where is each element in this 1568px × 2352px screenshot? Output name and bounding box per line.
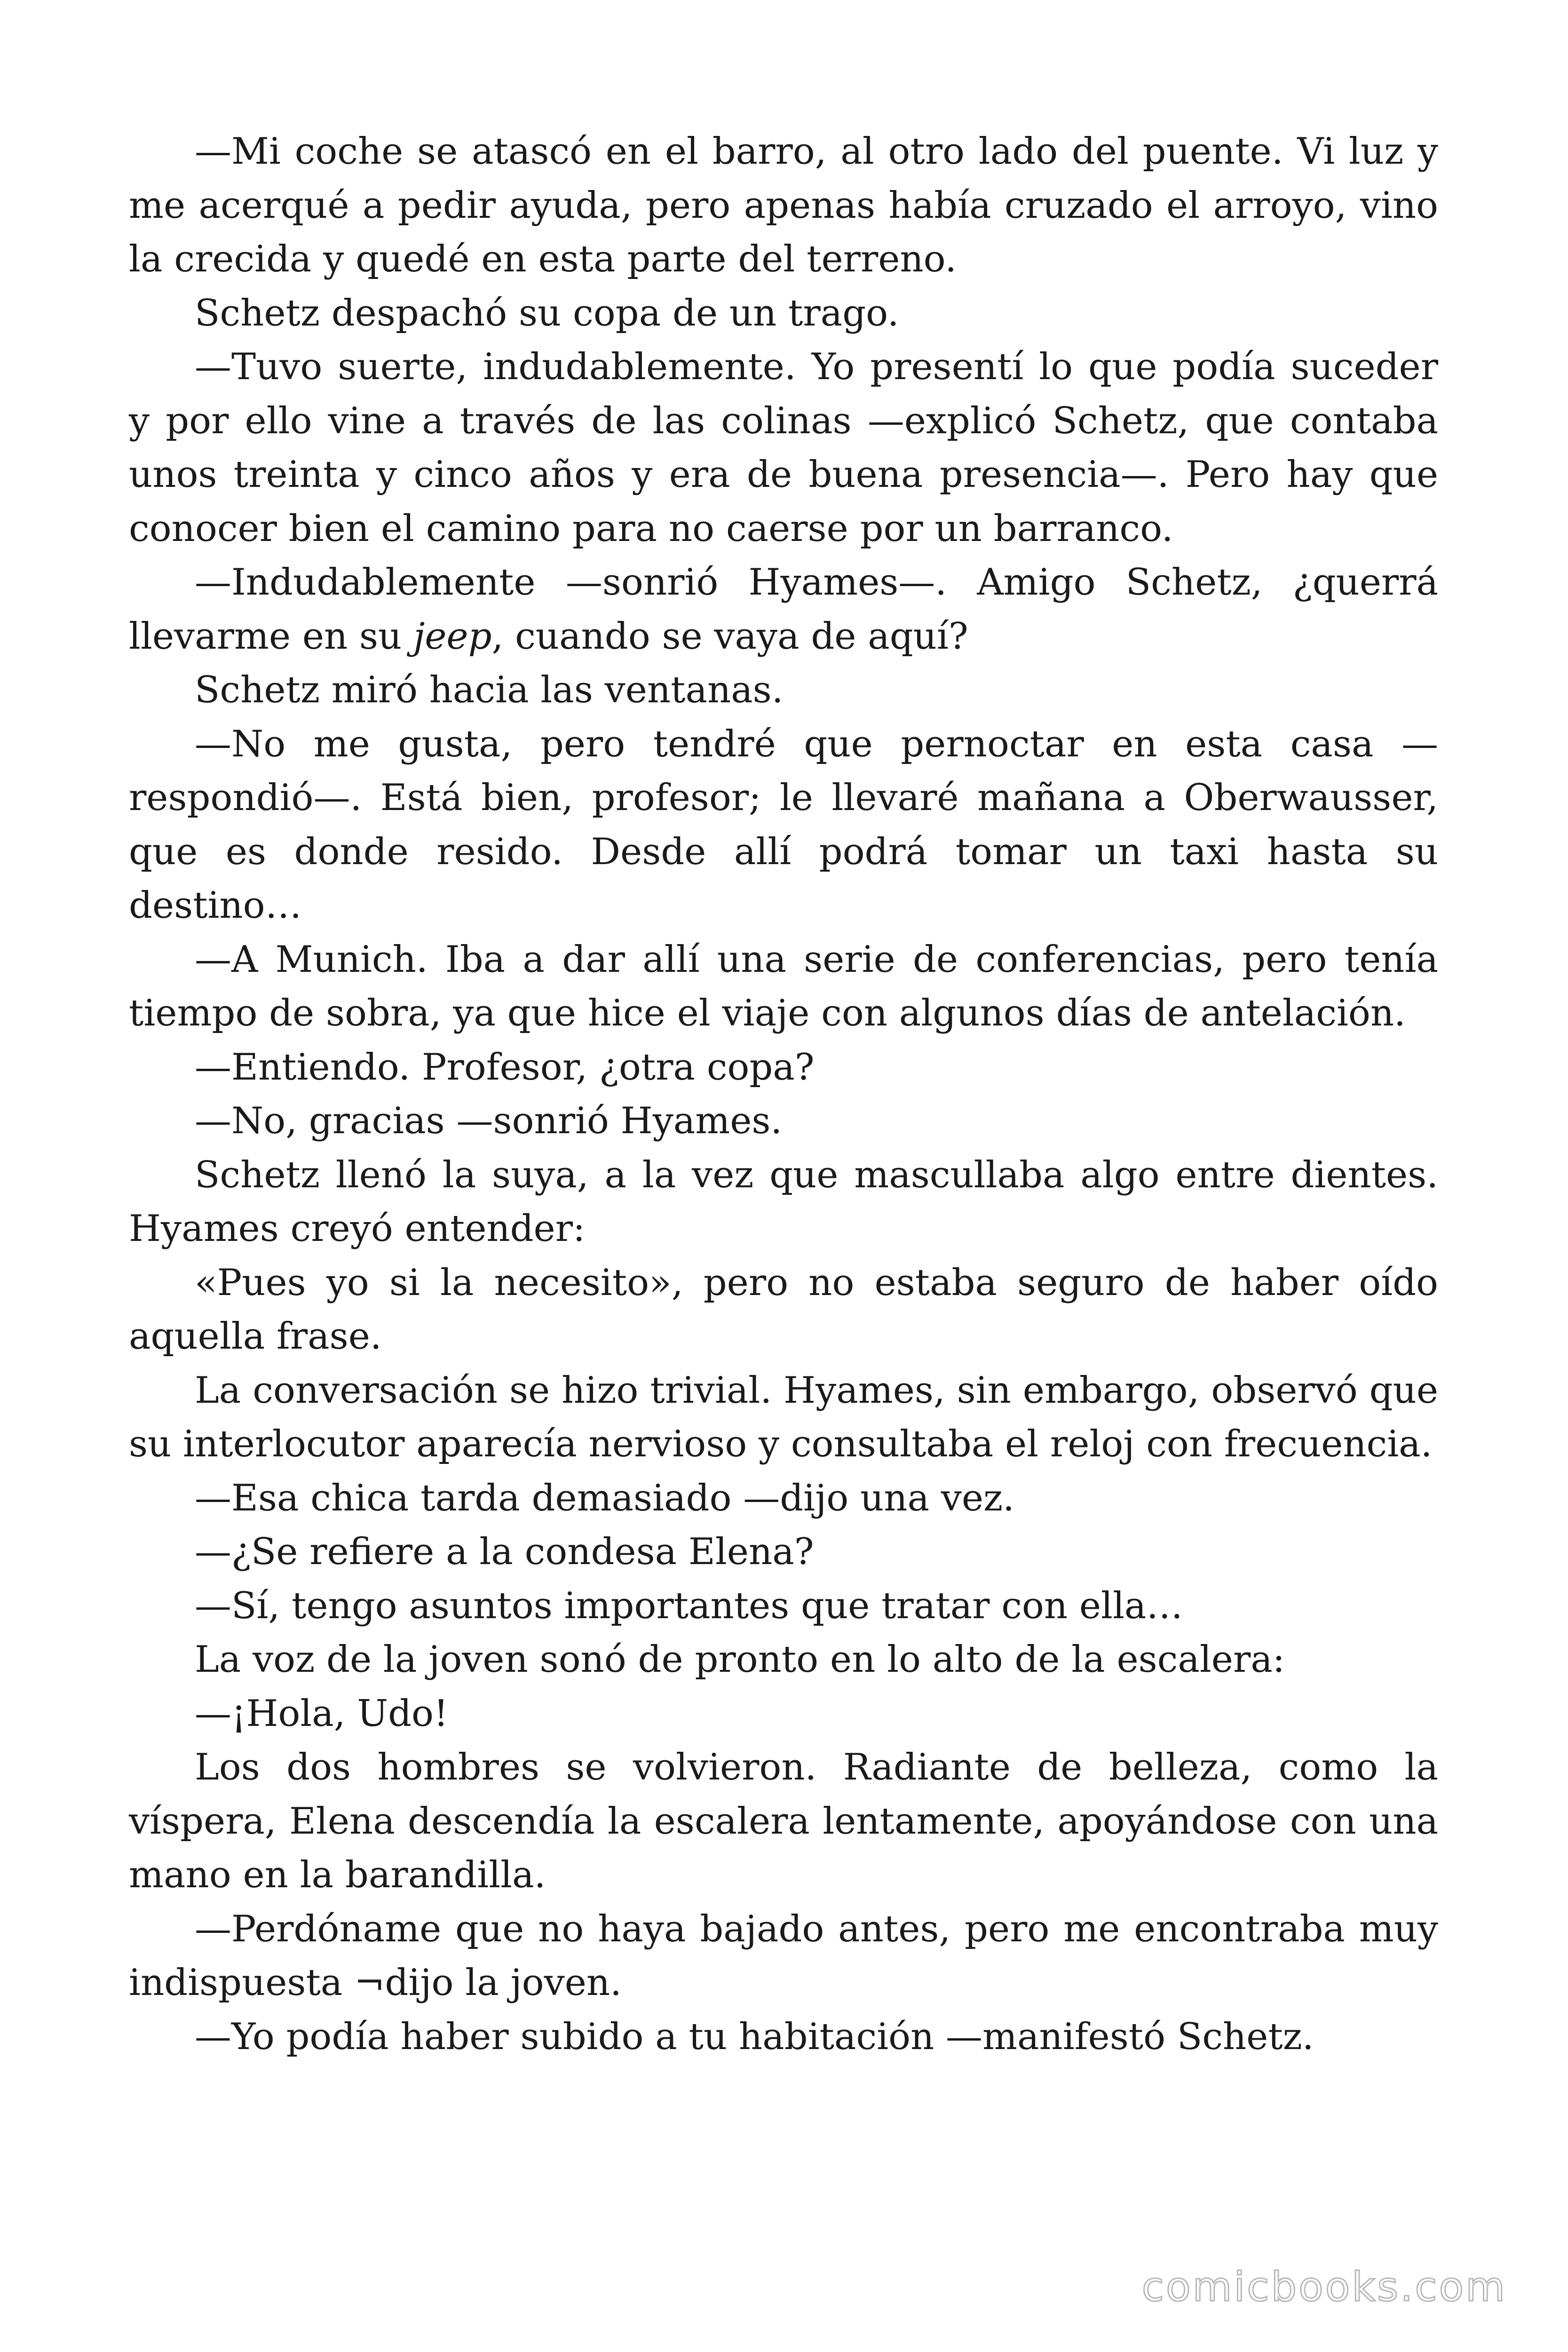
paragraph	[129, 556, 1438, 663]
page-body	[129, 125, 1438, 2064]
watermark: comicbooks.com	[1141, 2264, 1507, 2311]
paragraph: «Pues yo si la necesito», pero no estaba seguro de haber oído aquella frase.	[129, 1261, 1438, 1358]
paragraph: —Mi coche se atascó en el barro, al otro lado del puente. Vi luz y me acerqué a pedir ayuda, pero apenas había cruzado el arroyo, vino la crecida y quedé en esta parte del terreno.	[129, 130, 1438, 280]
paragraph: —No, gracias —sonrió Hyames.	[195, 1100, 783, 1142]
paragraph: —Entiendo. Profesor, ¿otra copa?	[195, 1046, 815, 1089]
paragraph: —Sí, tengo asuntos importantes que tratar con ella…	[195, 1584, 1183, 1627]
paragraph: La voz de la joven sonó de pronto en lo alto de la escalera:	[195, 1638, 1285, 1681]
paragraph: Schetz miró hacia las ventanas.	[195, 669, 784, 711]
paragraph: Los dos hombres se volvieron. Radiante de belleza, como la víspera, Elena descendía la escalera lentamente, apoyándose con una mano en la barandilla.	[129, 1746, 1438, 1896]
paragraph: —Esa chica tarda demasiado —dijo una vez.	[195, 1477, 1014, 1519]
paragraph: —No me gusta, pero tendré que pernoctar en esta casa — respondió—. Está bien, profesor; le llevaré mañana a Oberwausser, que es donde resido. Desde allí podrá tomar un taxi hasta su destino…	[129, 723, 1438, 927]
paragraph-text: —Indudablemente —sonrió Hyames—. Amigo Schetz, ¿querrá llevarme en su	[129, 561, 1438, 658]
paragraph: La conversación se hizo trivial. Hyames, sin embargo, observó que su interlocutor aparecía nervioso y consultaba el reloj con frecuencia.	[129, 1369, 1438, 1465]
paragraph: —¡Hola, Udo!	[195, 1692, 449, 1735]
paragraph: —¿Se refiere a la condesa Elena?	[195, 1531, 814, 1573]
paragraph: —Perdóname que no haya bajado antes, pero me encontraba muy indispuesta ¬dijo la joven.	[129, 1907, 1438, 2004]
paragraph: Schetz despachó su copa de un trago.	[195, 292, 899, 334]
paragraph: —Tuvo suerte, indudablemente. Yo presentí lo que podía suceder y por ello vine a través de las colinas —explicó Schetz, que contaba unos treinta y cinco años y era de buena presencia—. Pero hay que conocer bien el camino para no caerse por un barranco.	[129, 346, 1438, 550]
paragraph-text: , cuando se vaya de aquí?	[491, 615, 968, 658]
paragraph: Schetz llenó la suya, a la vez que mascullaba algo entre dientes. Hyames creyó entender:	[129, 1153, 1438, 1250]
paragraph: —Yo podía haber subido a tu habitación —manifestó Schetz.	[195, 2015, 1314, 2058]
paragraph: —A Munich. Iba a dar allí una serie de conferencias, pero tenía tiempo de sobra, ya que hice el viaje con algunos días de antelación.	[129, 938, 1438, 1034]
italic-word: jeep	[413, 615, 492, 658]
